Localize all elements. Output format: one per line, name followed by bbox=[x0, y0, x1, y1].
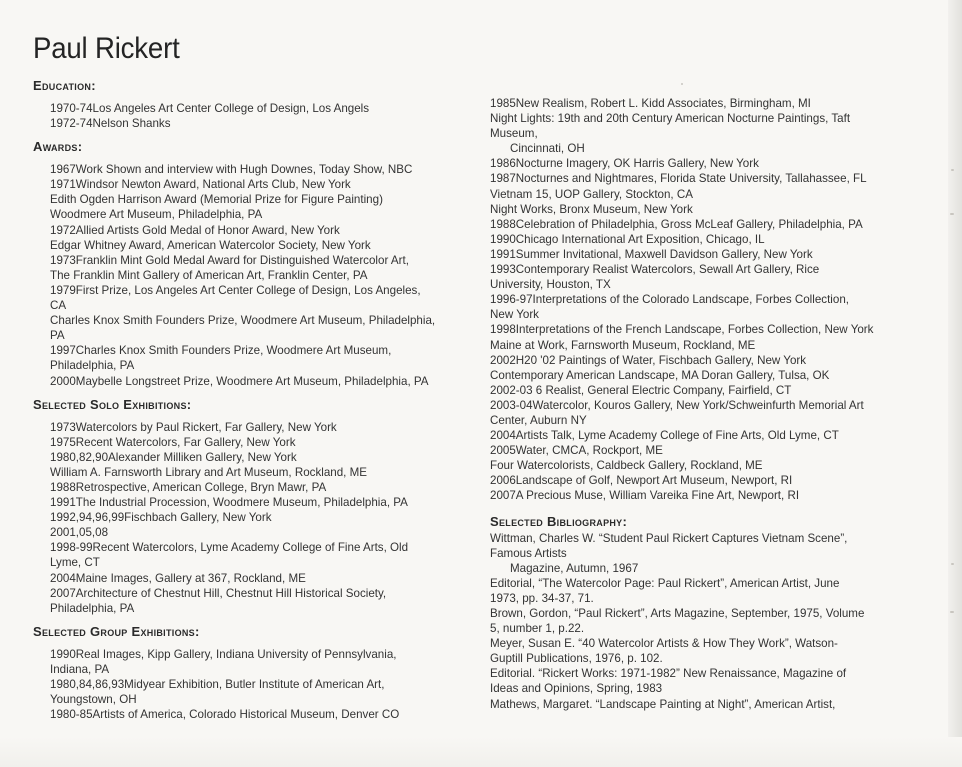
list-item: Charles Knox Smith Founders Prize, Woodmere Art Museum, Philadelphia, bbox=[50, 314, 436, 328]
list-item: 1988Retrospective, American College, Bryn Mawr, PA bbox=[50, 480, 327, 494]
left-column bbox=[33, 76, 473, 728]
list-item: 2005Water, CMCA, Rockport, ME bbox=[490, 444, 663, 458]
group-exhibitions-continued-list bbox=[490, 96, 920, 504]
section-0 bbox=[33, 76, 473, 131]
list-item: Contemporary American Landscape, MA Doran Gallery, Tulsa, OK bbox=[490, 368, 830, 382]
bibliography-section bbox=[490, 512, 920, 712]
list-item: Ideas and Opinions, Spring, 1983 bbox=[490, 682, 663, 696]
list-item: Philadelphia, PA bbox=[50, 359, 135, 373]
list-item: Youngstown, OH bbox=[50, 693, 137, 707]
list-item: Meyer, Susan E. “40 Watercolor Artists & How They Work”, Watson- bbox=[490, 637, 838, 651]
list-item: 1991The Industrial Procession, Woodmere Museum, Philadelphia, PA bbox=[50, 496, 408, 510]
list-item: Editorial, “The Watercolor Page: Paul Rickert”, American Artist, June bbox=[490, 576, 840, 590]
list-item: Center, Auburn NY bbox=[490, 413, 587, 427]
list-item: 1971Windsor Newton Award, National Arts Club, New York bbox=[50, 178, 351, 192]
section-1 bbox=[33, 137, 473, 388]
list-item: Editorial. “Rickert Works: 1971-1982” New Renaissance, Magazine of bbox=[490, 667, 847, 681]
list-item: Four Watercolorists, Caldbeck Gallery, Rockland, ME bbox=[490, 459, 763, 473]
entry-list bbox=[50, 420, 473, 616]
section-2 bbox=[33, 395, 473, 616]
list-item: 1972-74Nelson Shanks bbox=[50, 117, 171, 131]
list-item: Brown, Gordon, “Paul Rickert”, Arts Magazine, September, 1975, Volume bbox=[490, 607, 865, 620]
section-heading: Selected Solo Exhibitions: bbox=[33, 396, 192, 412]
list-item: 2001,05,08 bbox=[50, 526, 109, 540]
list-item: 2006Landscape of Golf, Newport Art Museum, Newport, RI bbox=[490, 474, 793, 488]
list-item: 1992,94,96,99Fischbach Gallery, New York bbox=[50, 511, 272, 525]
list-item: 1988Celebration of Philadelphia, Gross McLeaf Gallery, Philadelphia, PA bbox=[490, 217, 863, 231]
list-item: Woodmere Art Museum, Philadelphia, PA bbox=[50, 208, 263, 222]
list-item: Cincinnati, OH bbox=[510, 142, 585, 156]
list-item: 5, number 1, p.22. bbox=[490, 622, 585, 636]
section-heading: Selected Group Exhibitions: bbox=[33, 623, 200, 639]
list-item: Edgar Whitney Award, American Watercolor Society, New York bbox=[50, 238, 371, 252]
entry-list bbox=[50, 101, 473, 131]
list-item: 1980,82,90Alexander Milliken Gallery, New York bbox=[50, 450, 297, 464]
list-item: 1990Real Images, Kipp Gallery, Indiana University of Pennsylvania, bbox=[50, 647, 397, 661]
list-item: 1973Watercolors by Paul Rickert, Far Gallery, New York bbox=[50, 420, 337, 434]
list-item: 2002-03 6 Realist, General Electric Company, Fairfield, CT bbox=[490, 383, 792, 397]
list-item: New York bbox=[490, 308, 539, 322]
list-item: CA bbox=[50, 299, 67, 313]
entry-list bbox=[50, 162, 473, 388]
list-item: Guptill Publications, 1976, p. 102. bbox=[490, 652, 663, 666]
speck-mark bbox=[951, 563, 954, 565]
list-item: Magazine, Autumn, 1967 bbox=[510, 561, 639, 575]
list-item: 2000Maybelle Longstreet Prize, Woodmere Art Museum, Philadelphia, PA bbox=[50, 374, 429, 388]
bibliography-list bbox=[490, 531, 920, 712]
list-item: 2007A Precious Muse, William Vareika Fine Art, Newport, RI bbox=[490, 489, 800, 503]
list-item: 2002H20 '02 Paintings of Water, Fischbach Gallery, New York bbox=[490, 353, 807, 367]
list-item: Mathews, Margaret. “Landscape Painting at Night”, American Artist, bbox=[490, 697, 836, 711]
list-item: Vietnam 15, UOP Gallery, Stockton, CA bbox=[490, 187, 693, 201]
list-item: Famous Artists bbox=[490, 546, 567, 560]
list-item: 1993Contemporary Realist Watercolors, Sewall Art Gallery, Rice bbox=[490, 263, 820, 277]
list-item: The Franklin Mint Gallery of American Art, Franklin Center, PA bbox=[50, 268, 368, 282]
speck-mark bbox=[951, 169, 954, 171]
list-item: 1998Interpretations of the French Landscape, Forbes Collection, New York bbox=[490, 323, 874, 337]
page-bottom-band bbox=[0, 737, 962, 767]
section-3 bbox=[33, 622, 473, 722]
list-item: Lyme, CT bbox=[50, 556, 100, 570]
speck-mark bbox=[950, 611, 954, 613]
list-item: Indiana, PA bbox=[50, 662, 110, 676]
list-item: 1973Franklin Mint Gold Medal Award for Distinguished Watercolor Art, bbox=[50, 253, 409, 267]
list-item: Philadelphia, PA bbox=[50, 601, 135, 615]
right-column bbox=[490, 96, 920, 718]
list-item: 1996-97Interpretations of the Colorado Landscape, Forbes Collection, bbox=[490, 293, 849, 307]
list-item: University, Houston, TX bbox=[490, 278, 611, 292]
list-item: 1990Chicago International Art Exposition, Chicago, IL bbox=[490, 232, 765, 246]
list-item: Wittman, Charles W. “Student Paul Rickert Captures Vietnam Scene”, bbox=[490, 531, 848, 545]
list-item: 1967Work Shown and interview with Hugh Downes, Today Show, NBC bbox=[50, 163, 413, 177]
list-item: 1987Nocturnes and Nightmares, Florida State University, Tallahassee, FL bbox=[490, 172, 867, 186]
page-edge bbox=[948, 0, 962, 767]
section-heading: Selected Bibliography: bbox=[490, 513, 628, 529]
list-item: Maine at Work, Farnsworth Museum, Rockland, ME bbox=[490, 338, 756, 352]
list-item: 1973, pp. 34-37, 71. bbox=[490, 591, 594, 605]
list-item: 1986Nocturne Imagery, OK Harris Gallery, New York bbox=[490, 157, 759, 171]
list-item: William A. Farnsworth Library and Art Museum, Rockland, ME bbox=[50, 465, 367, 479]
list-item: 1997Charles Knox Smith Founders Prize, Woodmere Art Museum, bbox=[50, 344, 392, 358]
section-heading: Education: bbox=[33, 78, 96, 93]
list-item: Museum, bbox=[490, 127, 538, 141]
page-title: Paul Rickert bbox=[33, 32, 180, 65]
section-heading: Awards: bbox=[33, 139, 83, 155]
speck-mark bbox=[950, 213, 954, 215]
list-item: 1979First Prize, Los Angeles Art Center College of Design, Los Angeles, bbox=[50, 283, 421, 297]
list-item: 2003-04Watercolor, Kouros Gallery, New York/Schweinfurth Memorial Art bbox=[490, 398, 864, 412]
list-item: 2004Maine Images, Gallery at 367, Rockland, ME bbox=[50, 571, 306, 585]
list-item: PA bbox=[50, 329, 65, 343]
list-item: 1991Summer Invitational, Maxwell Davidson Gallery, New York bbox=[490, 247, 813, 261]
entry-list bbox=[50, 647, 473, 722]
speck-mark bbox=[681, 83, 683, 85]
list-item: 1998-99Recent Watercolors, Lyme Academy College of Fine Arts, Old bbox=[50, 541, 409, 555]
list-item: 2007Architecture of Chestnut Hill, Chestnut Hill Historical Society, bbox=[50, 586, 387, 600]
list-item: 1970-74Los Angeles Art Center College of Design, Los Angels bbox=[50, 102, 370, 115]
list-item: 1985New Realism, Robert L. Kidd Associates, Birmingham, MI bbox=[490, 97, 811, 110]
list-item: 1972Allied Artists Gold Medal of Honor Award, New York bbox=[50, 223, 340, 237]
list-item: 1980,84,86,93Midyear Exhibition, Butler Institute of American Art, bbox=[50, 678, 385, 691]
list-item: 2004Artists Talk, Lyme Academy College of Fine Arts, Old Lyme, CT bbox=[490, 429, 839, 443]
list-item: 1980-85Artists of America, Colorado Historical Museum, Denver CO bbox=[50, 708, 400, 722]
list-item: Night Works, Bronx Museum, New York bbox=[490, 202, 693, 216]
list-item: Night Lights: 19th and 20th Century American Nocturne Paintings, Taft bbox=[490, 112, 851, 126]
list-item: 1975Recent Watercolors, Far Gallery, New York bbox=[50, 435, 296, 449]
list-item: Edith Ogden Harrison Award (Memorial Prize for Figure Painting) bbox=[50, 193, 383, 207]
